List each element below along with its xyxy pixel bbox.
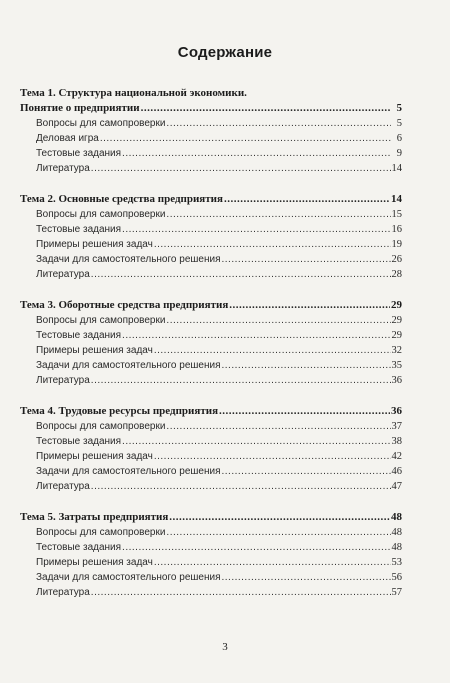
leader-dots xyxy=(91,479,391,494)
leader-dots xyxy=(224,192,390,207)
leader-dots xyxy=(154,449,391,464)
toc-page-number: 6 xyxy=(396,133,402,144)
toc-heading-row xyxy=(20,510,402,525)
toc-item-label: Литература xyxy=(36,587,90,598)
toc-item-label: Литература xyxy=(36,269,90,280)
toc-item xyxy=(20,131,402,146)
leader-dots xyxy=(169,510,390,525)
leader-dots xyxy=(166,207,390,222)
toc-item-label: Вопросы для самопроверки xyxy=(36,315,166,326)
page-title: Содержание xyxy=(177,44,273,61)
leader-dots xyxy=(154,343,391,358)
toc-heading-label: Понятие о предприятии xyxy=(20,102,140,114)
leader-dots xyxy=(91,161,391,176)
toc-item xyxy=(20,222,402,237)
toc-section-4 xyxy=(20,404,402,494)
toc-item-label: Примеры решения задач xyxy=(36,451,153,462)
toc-heading-row xyxy=(20,404,402,419)
toc-page-number: 14 xyxy=(391,193,402,205)
toc-page-number: 53 xyxy=(391,557,402,568)
toc-page-number: 48 xyxy=(391,511,402,523)
leader-dots xyxy=(141,101,391,116)
toc-item xyxy=(20,343,402,358)
leader-dots xyxy=(122,540,390,555)
toc-page-number: 56 xyxy=(391,572,402,583)
toc-heading-label: Тема 3. Оборотные средства предприятия xyxy=(20,299,229,311)
toc-page-number: 35 xyxy=(391,360,402,371)
toc-item xyxy=(20,161,402,176)
toc-item-label: Тестовые задания xyxy=(36,148,122,159)
toc-page-number: 48 xyxy=(391,542,402,553)
toc-item-label: Деловая игра xyxy=(36,133,99,144)
toc-item-label: Примеры решения задач xyxy=(36,345,153,356)
toc-item xyxy=(20,555,402,570)
toc-page-number: 5 xyxy=(396,118,402,129)
toc-item xyxy=(20,525,402,540)
leader-dots xyxy=(221,358,390,373)
toc-page-number: 15 xyxy=(391,209,402,220)
toc-page-number: 16 xyxy=(391,224,402,235)
toc-page-number: 29 xyxy=(391,315,402,326)
toc-page-number: 46 xyxy=(391,466,402,477)
toc-page-number: 57 xyxy=(391,587,402,598)
toc-item-label: Тестовые задания xyxy=(36,224,122,235)
toc-page-number: 36 xyxy=(391,375,402,386)
toc-heading-row xyxy=(20,101,402,116)
toc-item xyxy=(20,237,402,252)
toc-item xyxy=(20,252,402,267)
leader-dots xyxy=(166,419,390,434)
toc-page-number: 32 xyxy=(391,345,402,356)
toc-item-label: Тестовые задания xyxy=(36,542,122,553)
leader-dots xyxy=(166,313,390,328)
toc-section-2 xyxy=(20,192,402,282)
toc-item xyxy=(20,116,402,131)
toc-item-label: Тестовые задания xyxy=(36,436,122,447)
leader-dots xyxy=(229,298,390,313)
toc-heading-label: Тема 4. Трудовые ресурсы предприятия xyxy=(20,405,219,417)
toc-item xyxy=(20,449,402,464)
section-heading-line: Тема 1. Структура национальной экономики. xyxy=(20,87,247,99)
toc-item xyxy=(20,207,402,222)
toc-item xyxy=(20,267,402,282)
page-number: 3 xyxy=(222,641,228,653)
toc-page-number: 36 xyxy=(391,405,402,417)
toc-page-number: 9 xyxy=(396,148,402,159)
toc-page-number: 5 xyxy=(396,102,402,114)
toc-page-number: 38 xyxy=(391,436,402,447)
toc-item-label: Задачи для самостоятельного решения xyxy=(36,254,221,265)
toc-page-number: 42 xyxy=(391,451,402,462)
toc-item xyxy=(20,328,402,343)
toc-heading-row xyxy=(20,298,402,313)
leader-dots xyxy=(221,570,390,585)
toc-page-number: 26 xyxy=(391,254,402,265)
leader-dots xyxy=(221,464,390,479)
toc-item-label: Задачи для самостоятельного решения xyxy=(36,466,221,477)
toc-item-label: Вопросы для самопроверки xyxy=(36,118,166,129)
toc-section-1 xyxy=(20,86,402,176)
toc-item xyxy=(20,373,402,388)
toc-page-number: 29 xyxy=(391,330,402,341)
toc-item-label: Примеры решения задач xyxy=(36,239,153,250)
toc-page-number: 14 xyxy=(391,163,402,174)
toc-page-number: 28 xyxy=(391,269,402,280)
leader-dots xyxy=(122,434,390,449)
leader-dots xyxy=(166,116,391,131)
leader-dots xyxy=(91,585,391,600)
table-of-contents xyxy=(20,86,402,616)
toc-item xyxy=(20,479,402,494)
toc-item xyxy=(20,434,402,449)
leader-dots xyxy=(122,146,391,161)
toc-section-5 xyxy=(20,510,402,600)
toc-heading-label: Тема 5. Затраты предприятия xyxy=(20,511,169,523)
toc-page-number: 47 xyxy=(391,481,402,492)
toc-item xyxy=(20,313,402,328)
toc-item-label: Тестовые задания xyxy=(36,330,122,341)
toc-item xyxy=(20,146,402,161)
toc-item-label: Вопросы для самопроверки xyxy=(36,527,166,538)
leader-dots xyxy=(154,237,391,252)
toc-item-label: Вопросы для самопроверки xyxy=(36,209,166,220)
toc-section-3 xyxy=(20,298,402,388)
leader-dots xyxy=(221,252,390,267)
toc-page-number: 48 xyxy=(391,527,402,538)
leader-dots xyxy=(91,373,391,388)
toc-item xyxy=(20,570,402,585)
toc-item xyxy=(20,464,402,479)
toc-item-label: Литература xyxy=(36,375,90,386)
toc-item xyxy=(20,585,402,600)
toc-heading-label: Тема 2. Основные средства предприятия xyxy=(20,193,223,205)
toc-item xyxy=(20,540,402,555)
toc-page-number: 37 xyxy=(391,421,402,432)
leader-dots xyxy=(91,267,391,282)
toc-item-label: Задачи для самостоятельного решения xyxy=(36,360,221,371)
toc-page-number: 19 xyxy=(391,239,402,250)
toc-item-label: Примеры решения задач xyxy=(36,557,153,568)
toc-item-label: Литература xyxy=(36,163,90,174)
toc-item-label: Литература xyxy=(36,481,90,492)
toc-page-number: 29 xyxy=(391,299,402,311)
toc-item xyxy=(20,419,402,434)
toc-item-label: Вопросы для самопроверки xyxy=(36,421,166,432)
leader-dots xyxy=(122,222,390,237)
toc-item xyxy=(20,358,402,373)
toc-item-label: Задачи для самостоятельного решения xyxy=(36,572,221,583)
leader-dots xyxy=(219,404,390,419)
leader-dots xyxy=(166,525,390,540)
leader-dots xyxy=(154,555,391,570)
leader-dots xyxy=(122,328,390,343)
leader-dots xyxy=(100,131,391,146)
toc-heading-row xyxy=(20,192,402,207)
